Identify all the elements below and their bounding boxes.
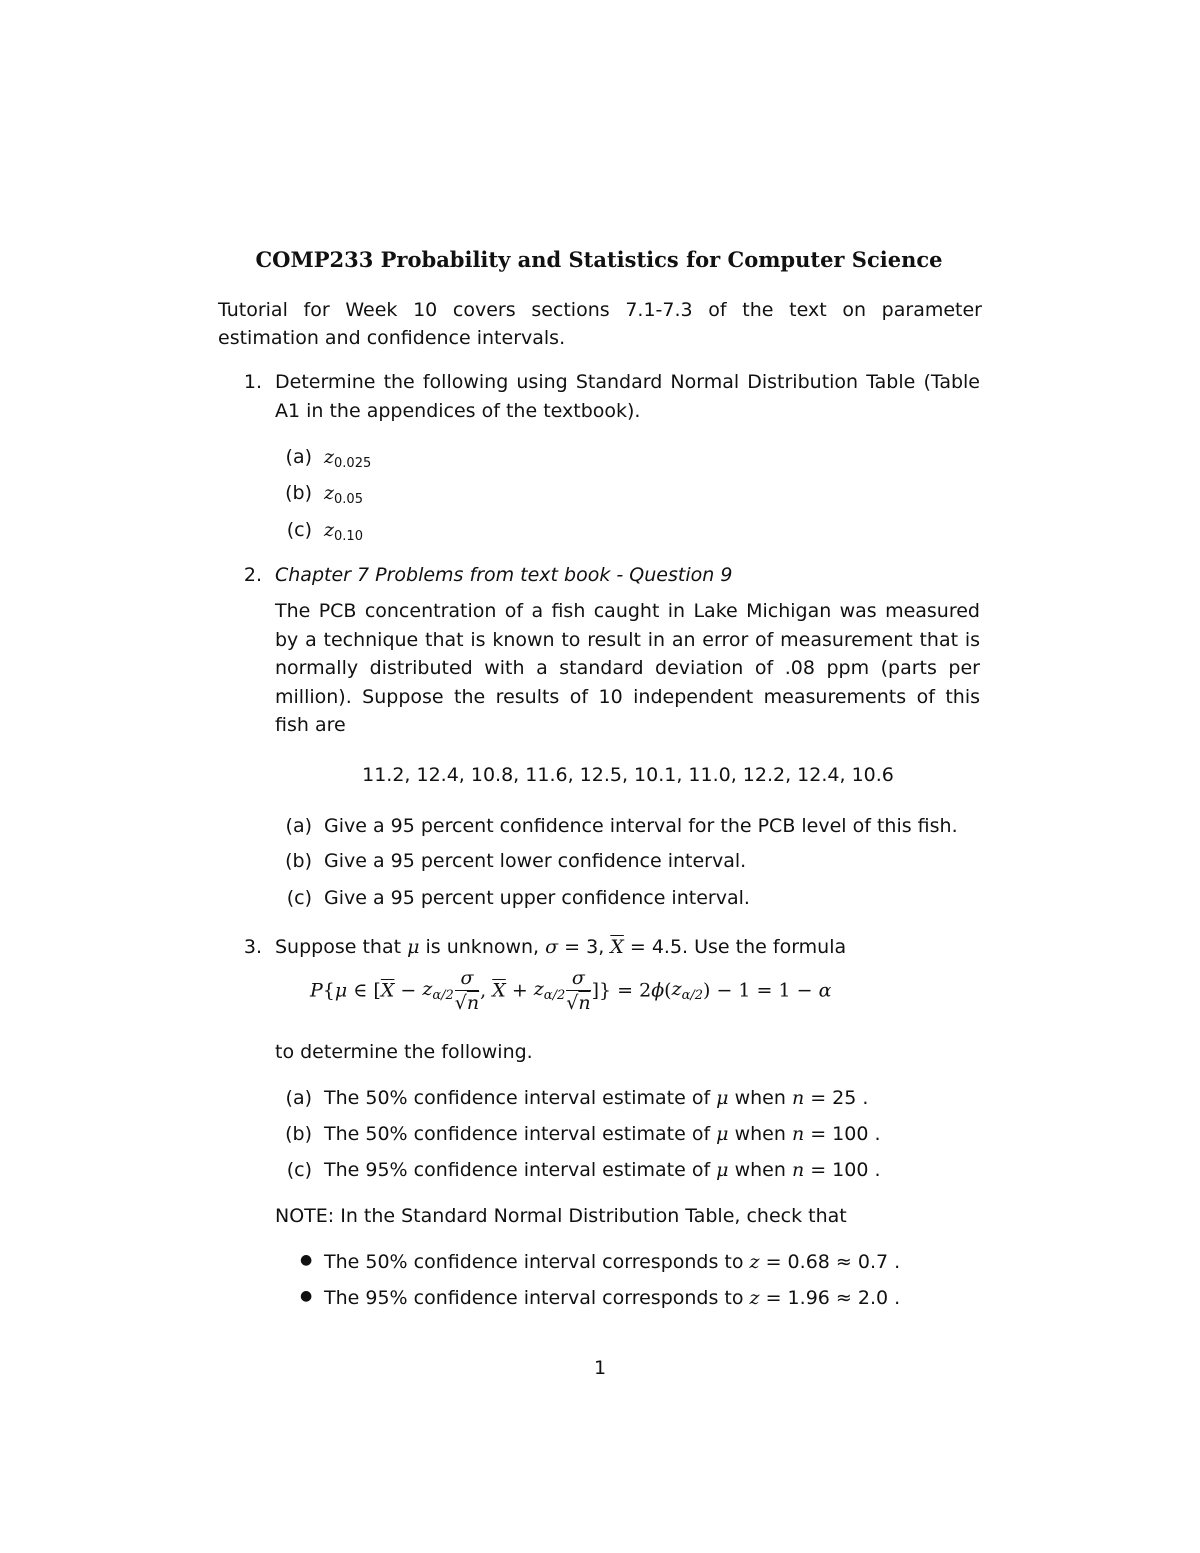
q3-item-a-n: = 25 . [804, 1087, 869, 1109]
q2-item-a: Give a 95 percent confidence interval for the PCB level of this fish. [324, 815, 958, 837]
q1-item-c-label: (c) [286, 519, 312, 541]
q3-bullet-2-text: The 95% confidence interval corresponds to [324, 1287, 750, 1309]
bullet-dot-icon: ● [300, 1288, 313, 1304]
q3-item-a-label: (a) [285, 1087, 312, 1109]
q3-number: 3. [243, 936, 262, 958]
q3-intro-a: Suppose that [275, 936, 408, 958]
page-title: COMP233 Probability and Statistics for Computer Science [255, 247, 943, 272]
q3-item-c-n: = 100 . [804, 1159, 881, 1181]
q3-item-a: The 50% confidence interval estimate of μ when n = 25 . [324, 1087, 869, 1109]
q3-item-c-label: (c) [286, 1159, 312, 1181]
q3-bullet-1: The 50% confidence interval corresponds to z = 0.68 ≈ 0.7 . [324, 1251, 901, 1273]
q2-number: 2. [243, 564, 262, 586]
q3-intro-c: = 3, [558, 936, 611, 958]
q3-bullet-2-value: = 1.96 ≈ 2.0 . [759, 1287, 901, 1309]
q2-heading: Chapter 7 Problems from text book - Question 9 [275, 564, 733, 586]
q2-item-b-label: (b) [285, 850, 312, 872]
q1-item-b-sub: 0.05 [334, 492, 363, 507]
q3-bullet-2: The 95% confidence interval corresponds to z = 1.96 ≈ 2.0 . [324, 1287, 901, 1309]
q3-bullet-1-value: = 0.68 ≈ 0.7 . [759, 1251, 901, 1273]
q3-item-a-text: The 50% confidence interval estimate of [324, 1087, 717, 1109]
q1-item-a: $z_{0.025}$ [324, 446, 372, 471]
intro-paragraph: Tutorial for Week 10 covers sections 7.1-7.3 of the text on parameter estimation and confidence intervals. [218, 299, 982, 349]
q3-item-b-label: (b) [285, 1123, 312, 1145]
q2-measurements: 11.2, 12.4, 10.8, 11.6, 12.5, 10.1, 11.0, 12.2, 12.4, 10.6 [362, 764, 894, 786]
q3-item-b-n: = 100 . [804, 1123, 881, 1145]
q2-item-c: Give a 95 percent upper confidence interval. [324, 887, 750, 909]
q2-item-a-label: (a) [285, 815, 312, 837]
q3-bullet-1-text: The 50% confidence interval corresponds to [324, 1251, 750, 1273]
q1-item-b-label: (b) [285, 482, 312, 504]
q1-text: Determine the following using Standard Normal Distribution Table (Table A1 in the appendices of the textbook). [275, 371, 980, 422]
q1-number: 1. [243, 371, 262, 393]
q3-note: NOTE: In the Standard Normal Distribution Table, check that [275, 1205, 847, 1227]
q3-item-c: The 95% confidence interval estimate of μ when n = 100 . [324, 1159, 881, 1181]
page-number: 1 [593, 1357, 607, 1379]
q3-intro-d: = 4.5. Use the formula [623, 936, 847, 958]
q1-item-a-sub: 0.025 [334, 456, 372, 471]
q2-item-b: Give a 95 percent lower confidence interval. [324, 850, 747, 872]
q1-item-b: $z_{0.05}$ [324, 482, 363, 507]
q3-intro: Suppose that μ is unknown, σ = 3, $\overline{X} = 4.5$. Use the formula [275, 936, 847, 958]
bullet-dot-icon: ● [300, 1252, 313, 1268]
q1-item-c-sub: 0.10 [334, 529, 363, 544]
q3-item-c-text: The 95% confidence interval estimate of [324, 1159, 717, 1181]
q3-intro-b: is unknown, [419, 936, 546, 958]
q3-after-formula: to determine the following. [275, 1041, 533, 1063]
q3-item-b-text: The 50% confidence interval estimate of [324, 1123, 717, 1145]
q1-item-a-label: (a) [285, 446, 312, 468]
q2-text: The PCB concentration of a fish caught in Lake Michigan was measured by a technique that is known to result in an error of measurement that is normally distributed with a standard deviation of .08 ppm (parts per million). Suppose the results of 10 independent measurements of this fish are [275, 600, 980, 736]
q3-item-b: The 50% confidence interval estimate of μ when n = 100 . [324, 1123, 881, 1145]
q2-item-c-label: (c) [286, 887, 312, 909]
confidence-interval-formula: P{μ ∈ [$\overline{X} - z_{\alpha/2}$ $\frac{\sigma}{√n}$ , $\overline{X} + z_{\alpha/2}$ $\frac{\sigma}{√n}$ ]} = $2\phi(z_{\alpha/2}) - 1 = 1 - \alpha$ [310, 967, 832, 1014]
q1-item-c: $z_{0.10}$ [324, 519, 363, 544]
